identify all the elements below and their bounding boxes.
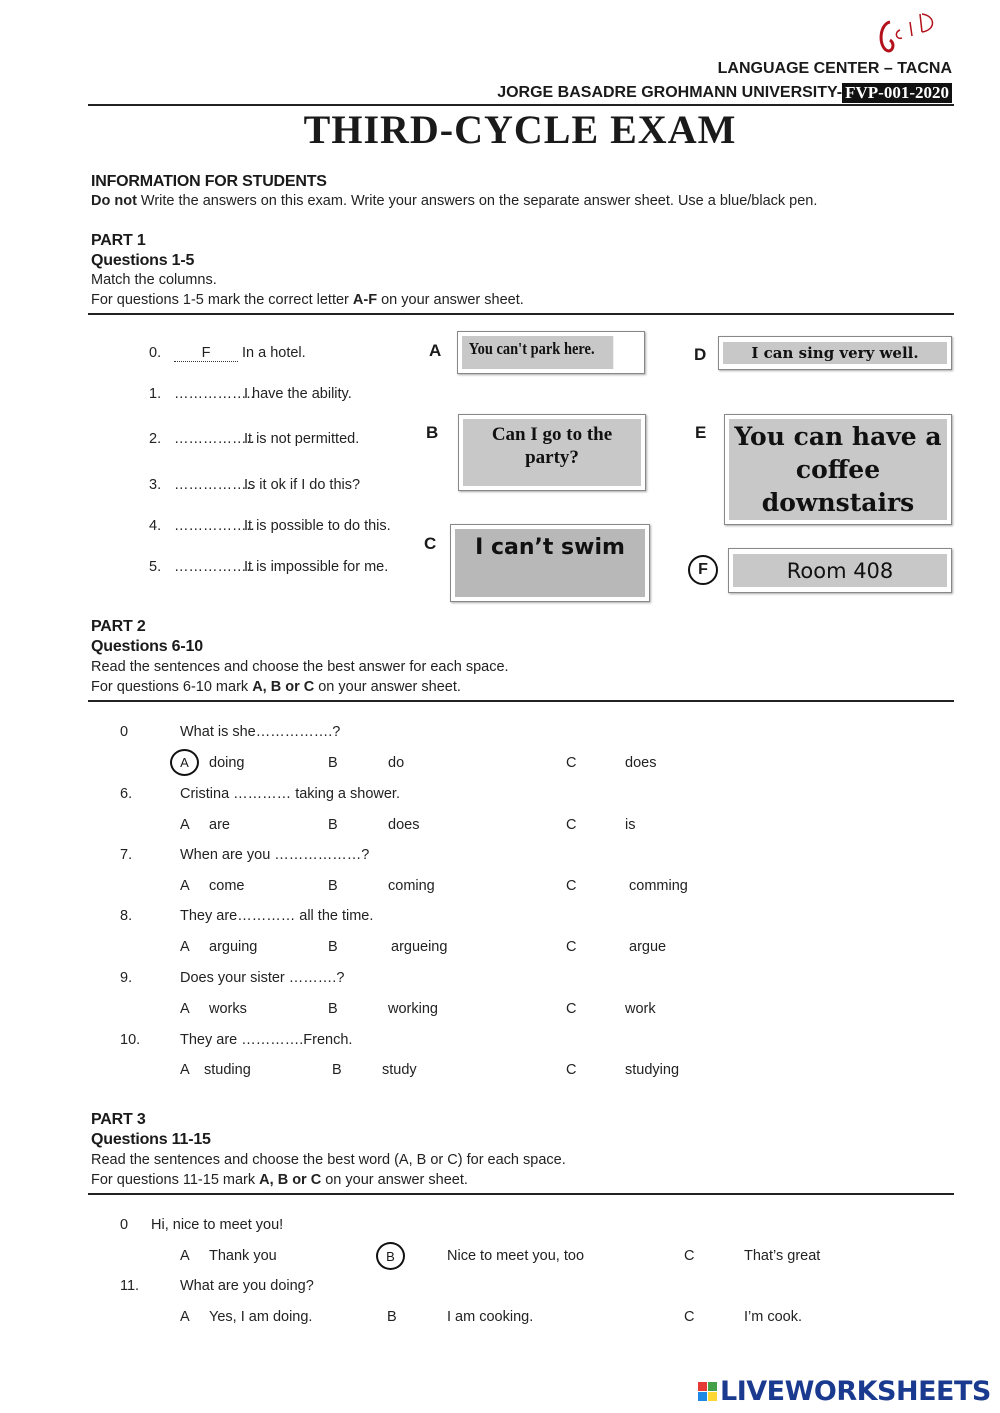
item-text: Is it ok if I do this? [244, 477, 361, 493]
exam-title: THIRD-CYCLE EXAM [303, 107, 737, 152]
instr-text: on your answer sheet. [321, 1172, 468, 1188]
question-number: 7. [120, 847, 133, 863]
sign-letter-c: C [424, 534, 437, 553]
option-c-text: comming [629, 878, 688, 894]
sign-c-text: I can’t swim [455, 529, 645, 597]
option-a-text: Thank you [209, 1248, 277, 1264]
question-number: 8. [120, 908, 133, 924]
info-heading: INFORMATION FOR STUDENTS [91, 173, 327, 190]
part3-rule [88, 1193, 954, 1195]
part1-instruction-2 [91, 292, 524, 308]
sign-d [718, 336, 952, 370]
part1-questions: Questions 1-5 [91, 252, 195, 269]
option-b-letter[interactable]: B [387, 1309, 397, 1325]
question-text: What is she…………….? [180, 724, 341, 740]
option-b-letter[interactable]: B [328, 755, 338, 771]
answer-blank[interactable]: …………….. [174, 431, 255, 447]
option-a-letter[interactable]: A [180, 878, 190, 894]
option-c-letter[interactable]: C [566, 1062, 577, 1078]
answer-blank[interactable]: F [174, 345, 238, 362]
option-b-text: Nice to meet you, too [447, 1248, 585, 1264]
sign-c [450, 524, 650, 602]
part2-instruction-1: Read the sentences and choose the best answer for each space. [91, 659, 509, 675]
sign-letter-b: B [426, 423, 439, 442]
liveworksheets-logo-text: LIVEWORKSHEETS [720, 1376, 991, 1407]
option-a-text: doing [209, 755, 245, 771]
option-a-text: arguing [209, 939, 258, 955]
option-a-text: come [209, 878, 245, 894]
instr-text: For questions 6-10 mark [91, 679, 253, 695]
question-text: Does your sister ……….? [180, 970, 345, 986]
instr-bold: A, B or C [259, 1172, 322, 1188]
sign-e-text: You can have a coffee downstairs [729, 419, 947, 520]
part1-heading: PART 1 [91, 232, 146, 249]
option-b-text: study [382, 1062, 417, 1078]
university-name: JORGE BASADRE GROHMANN UNIVERSITY- [497, 84, 843, 101]
item-text: In a hotel. [242, 345, 306, 361]
option-b-letter[interactable]: B [328, 817, 338, 833]
language-center-label: LANGUAGE CENTER – TACNA [717, 60, 952, 77]
sign-letter-f-circled: F [688, 555, 718, 585]
sign-f [728, 548, 952, 593]
item-number: 0. [149, 345, 162, 361]
part3-instruction-1: Read the sentences and choose the best word (A, B or C) for each space. [91, 1152, 566, 1168]
info-text [91, 193, 817, 209]
option-b-text: argueing [391, 939, 448, 955]
option-c-letter[interactable]: C [684, 1309, 695, 1325]
sign-letter-d: D [694, 345, 707, 364]
question-number: 0 [120, 1217, 129, 1233]
option-a-text: studing [204, 1062, 251, 1078]
question-text: Hi, nice to meet you! [151, 1217, 284, 1233]
part2-instruction-2 [91, 679, 461, 695]
instr-text: For questions 1-5 mark the correct letter [91, 292, 353, 308]
part1-instruction-1: Match the columns. [91, 272, 217, 288]
part3-heading: PART 3 [91, 1111, 146, 1128]
part3-instruction-2 [91, 1172, 468, 1188]
option-a-letter-circled[interactable]: A [170, 749, 199, 776]
form-code-badge: FVP-001-2020 [842, 83, 952, 103]
option-c-letter[interactable]: C [566, 755, 577, 771]
university-line [497, 83, 952, 103]
answer-blank[interactable]: …………….. [174, 518, 255, 534]
option-b-letter[interactable]: B [328, 878, 338, 894]
sign-a-text: You can't park here. [462, 336, 613, 369]
item-text: I have the ability. [244, 386, 352, 402]
question-number: 11. [120, 1278, 140, 1294]
instr-bold: A, B or C [252, 679, 315, 695]
part1-rule [88, 313, 954, 315]
option-c-letter[interactable]: C [566, 939, 577, 955]
question-text: They are………… all the time. [180, 908, 374, 924]
question-text: They are ………….French. [180, 1032, 353, 1048]
item-number: 4. [149, 518, 162, 534]
item-text: It is possible to do this. [244, 518, 391, 534]
option-a-letter[interactable]: A [180, 1248, 190, 1264]
option-c-text: argue [629, 939, 667, 955]
item-text: It is impossible for me. [244, 559, 389, 575]
instr-text: on your answer sheet. [314, 679, 461, 695]
option-c-letter[interactable]: C [566, 817, 577, 833]
info-instructions: Write the answers on this exam. Write your answers on the separate answer sheet. Use a blue/black pen. [136, 193, 818, 209]
question-number: 10. [120, 1032, 141, 1048]
item-number: 1. [149, 386, 162, 402]
sign-d-text: I can sing very well. [723, 342, 947, 364]
option-a-letter[interactable]: A [180, 817, 190, 833]
answer-blank[interactable]: …………….. [174, 477, 255, 493]
question-number: 6. [120, 786, 133, 802]
option-a-text: Yes, I am doing. [209, 1309, 313, 1325]
answer-blank[interactable]: …………….. [174, 559, 255, 575]
option-b-text: do [388, 755, 405, 771]
item-number: 5. [149, 559, 162, 575]
handwritten-stamp [876, 10, 946, 61]
option-b-letter-circled[interactable]: B [376, 1242, 405, 1270]
info-bold-lead: Do not [91, 193, 137, 209]
option-c-letter[interactable]: C [566, 1001, 577, 1017]
option-b-text: coming [388, 878, 435, 894]
question-text: When are you ………………? [180, 847, 370, 863]
sign-e [724, 414, 952, 525]
sign-b-text: Can I go to the party? [463, 419, 641, 486]
liveworksheets-logo[interactable] [698, 1376, 991, 1407]
item-text: It is not permitted. [244, 431, 360, 447]
option-a-text: works [209, 1001, 247, 1017]
option-b-text: I am cooking. [447, 1309, 534, 1325]
sign-letter-e: E [695, 423, 707, 442]
instr-text: For questions 11-15 mark [91, 1172, 260, 1188]
option-c-letter[interactable]: C [684, 1248, 695, 1264]
option-a-letter[interactable]: A [180, 939, 190, 955]
option-c-letter[interactable]: C [566, 878, 577, 894]
instr-bold: A-F [352, 292, 378, 308]
option-b-letter[interactable]: B [332, 1062, 342, 1078]
option-c-text: work [625, 1001, 656, 1017]
sign-a [457, 331, 645, 374]
option-a-letter[interactable]: A [180, 1062, 190, 1078]
item-number: 3. [149, 477, 162, 493]
option-a-text: are [209, 817, 230, 833]
option-b-text: does [388, 817, 420, 833]
option-b-text: working [388, 1001, 438, 1017]
option-a-letter[interactable]: A [180, 1001, 190, 1017]
part2-rule [88, 700, 954, 702]
sign-b [458, 414, 646, 491]
question-number: 0 [120, 724, 129, 740]
instr-text: on your answer sheet. [377, 292, 524, 308]
question-number: 9. [120, 970, 133, 986]
option-a-letter[interactable]: A [180, 1309, 190, 1325]
sign-f-text: Room 408 [733, 554, 947, 587]
option-b-letter[interactable]: B [328, 1001, 338, 1017]
option-c-text: is [625, 817, 636, 833]
option-c-text: I’m cook. [744, 1309, 803, 1325]
part2-questions: Questions 6-10 [91, 638, 203, 655]
item-number: 2. [149, 431, 162, 447]
option-c-text: does [625, 755, 657, 771]
liveworksheets-logo-icon [698, 1382, 717, 1401]
option-c-text: That’s great [744, 1248, 821, 1264]
option-b-letter[interactable]: B [328, 939, 338, 955]
question-text: Cristina ………… taking a shower. [180, 786, 400, 802]
question-text: What are you doing? [180, 1278, 314, 1294]
part2-heading: PART 2 [91, 618, 146, 635]
answer-blank[interactable]: …………….. [174, 386, 255, 402]
sign-letter-a: A [429, 341, 442, 360]
part3-questions: Questions 11-15 [91, 1131, 211, 1148]
option-c-text: studying [625, 1062, 680, 1078]
